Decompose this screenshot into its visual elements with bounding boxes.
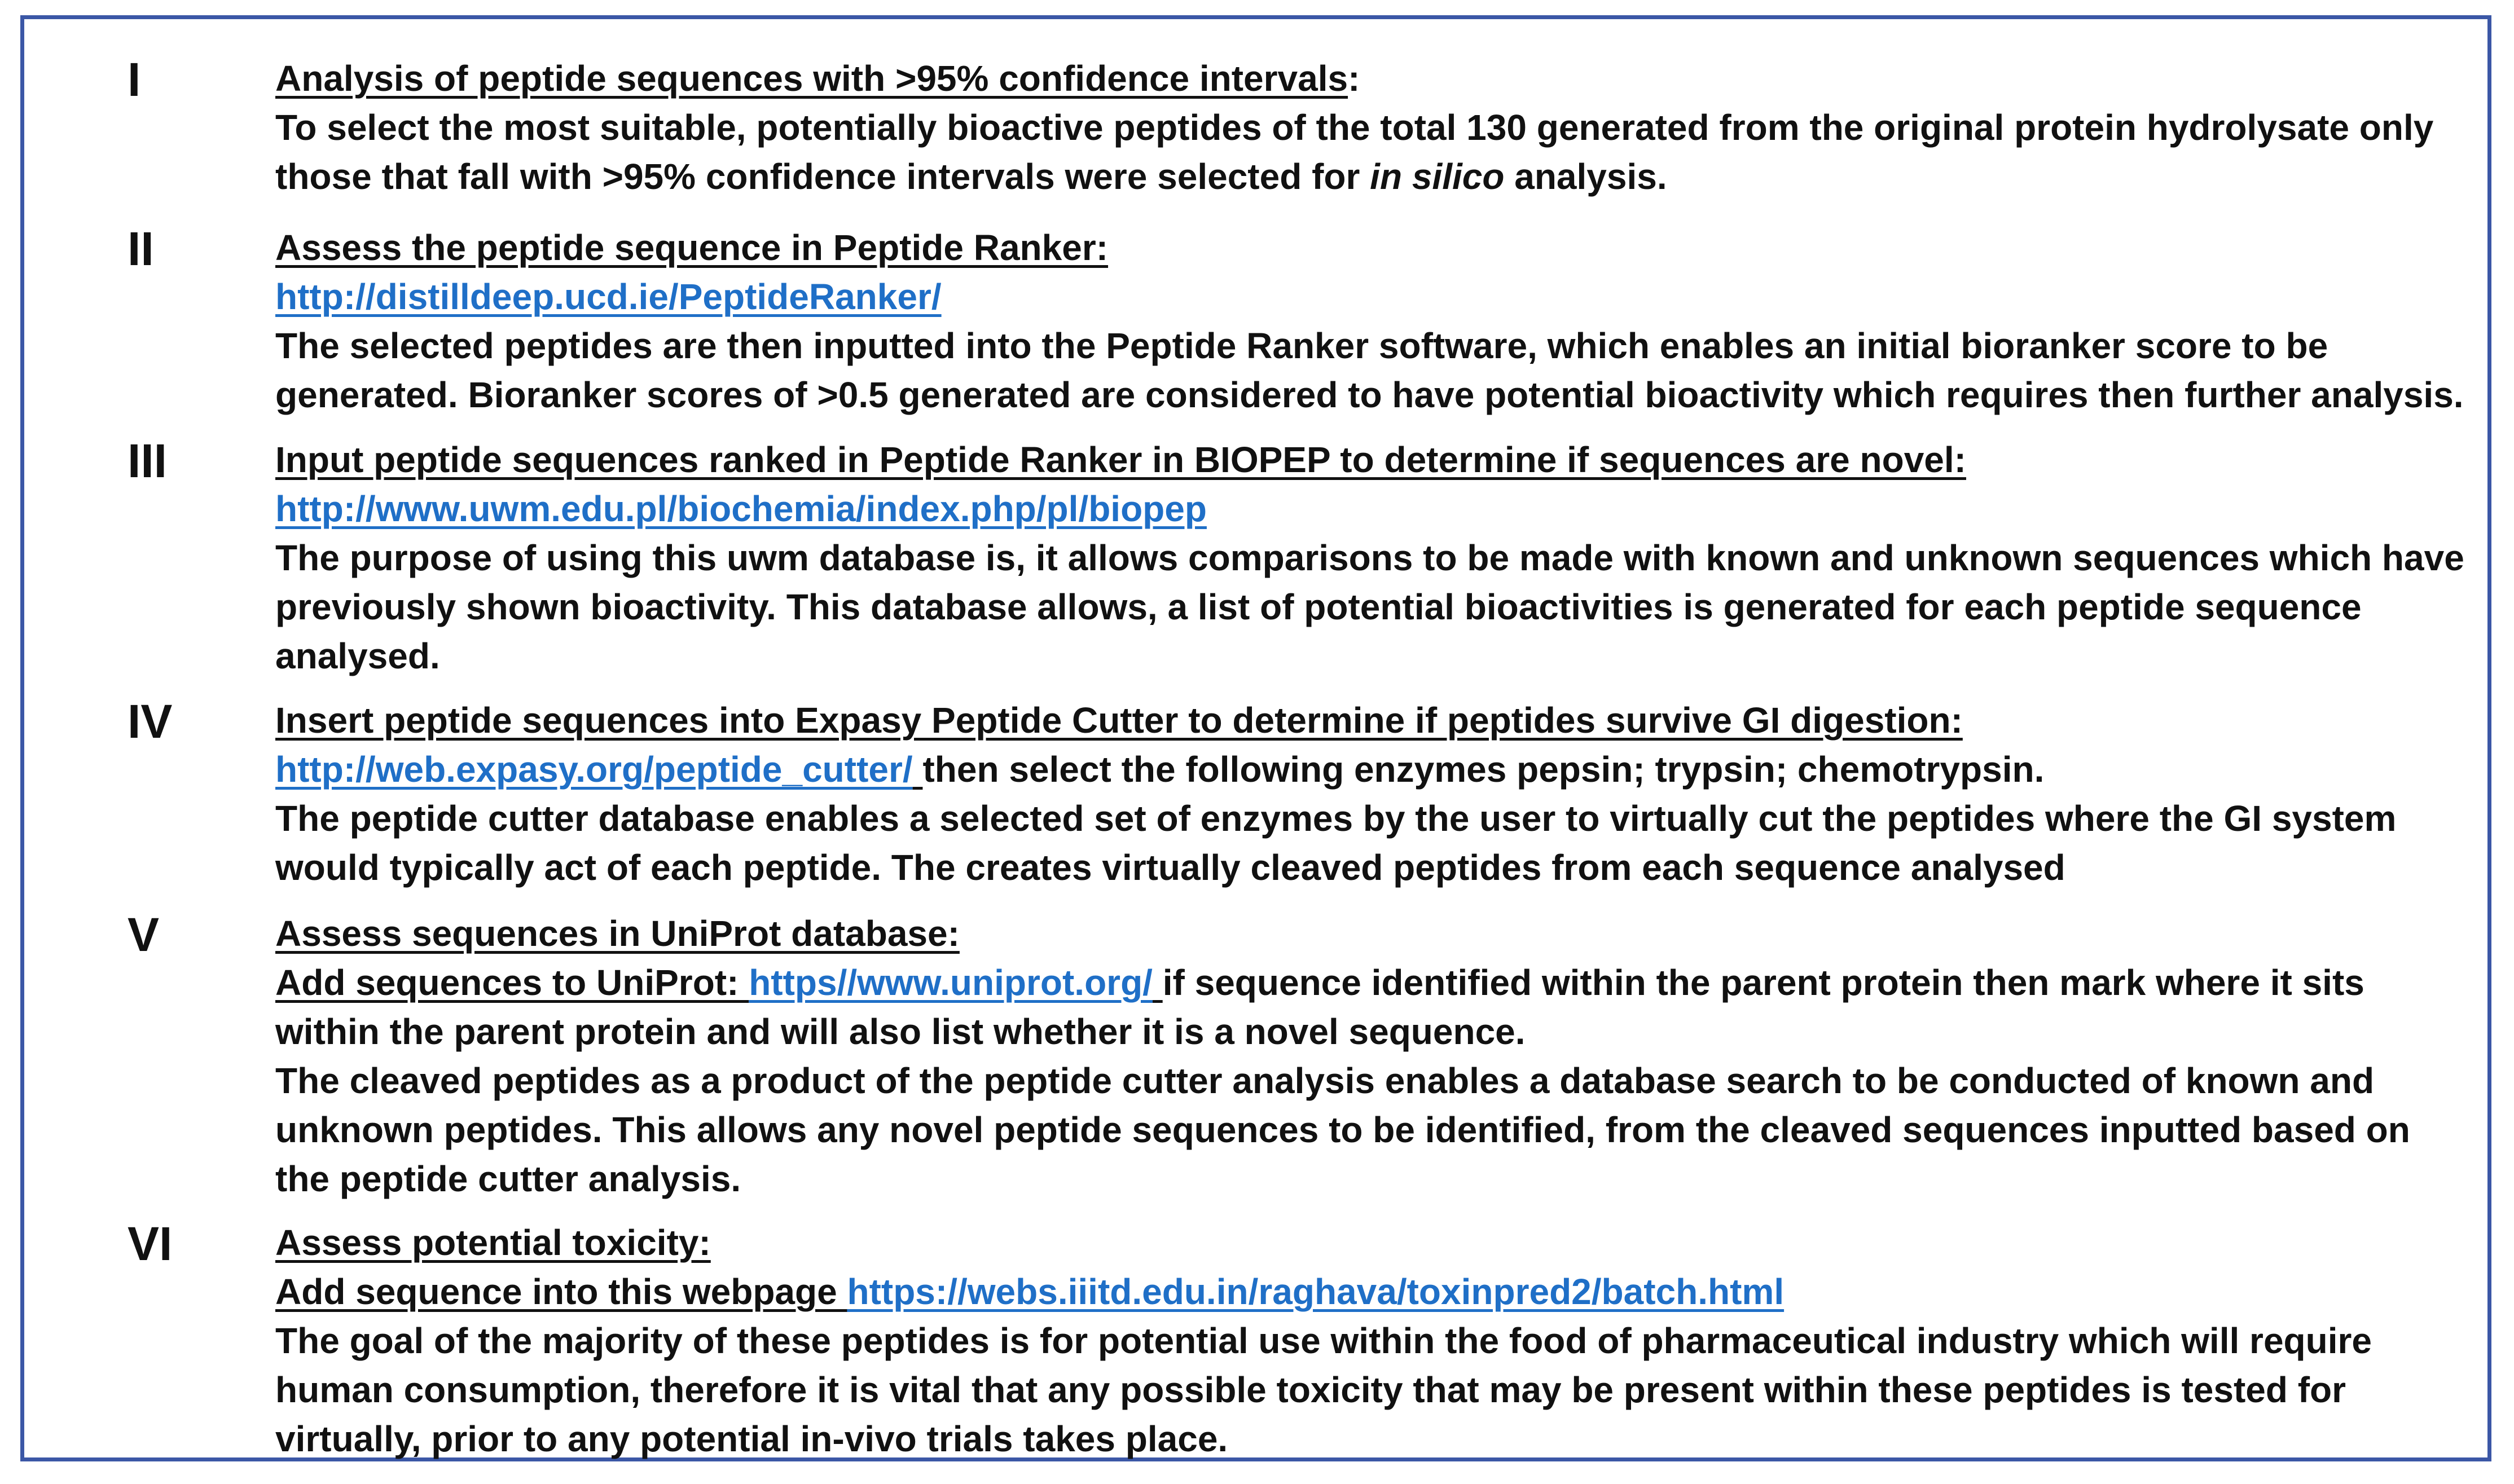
step-link-line [275, 272, 2437, 322]
body-text: analysis. [1504, 156, 1667, 197]
step-heading: Input peptide sequences ranked in Peptide Ranker in BIOPEP to determine if sequences are novel: [275, 439, 1966, 480]
step-heading: Analysis of peptide sequences with >95% confidence intervals [275, 58, 1348, 99]
step-body-line: within the parent protein and will also list whether it is a novel sequence. [275, 1011, 1526, 1052]
step-numeral: I [128, 53, 141, 106]
step-content [275, 1218, 2437, 1464]
step-numeral: V [128, 908, 160, 961]
link-prefix-text: Add sequence into this webpage [275, 1271, 847, 1312]
peptide-ranker-link[interactable]: http://distilldeep.ucd.ie/PeptideRanker/ [275, 276, 942, 317]
step-body-line: would typically act of each peptide. The creates virtually cleaved peptides from each sequence analysed [275, 847, 2065, 888]
link-suffix-text: if sequence identified within the parent protein then mark where it sits [1162, 962, 2364, 1003]
step-body-line: The purpose of using this uwm database is, it allows comparisons to be made with known and unknown sequences which have [275, 538, 2464, 578]
step-content [275, 696, 2437, 892]
step-body-line: To select the most suitable, potentially bioactive peptides of the total 130 generated from the original protein hydrolysate only [275, 107, 2434, 148]
step-content [275, 909, 2437, 1204]
workflow-frame [20, 15, 2491, 1461]
step-heading: Insert peptide sequences into Expasy Peptide Cutter to determine if peptides survive GI digestion: [275, 700, 1963, 741]
step-heading-line [275, 435, 2437, 485]
step-heading-line [275, 223, 2437, 272]
step-link-line [275, 958, 2437, 1007]
step-body-line: previously shown bioactivity. This database allows, a list of potential bioactivities is generated for each peptide sequence [275, 587, 2362, 627]
step-heading: Assess the peptide sequence in Peptide Ranker: [275, 227, 1109, 268]
step-body-line: analysed. [275, 636, 440, 676]
step-numeral: II [128, 222, 154, 275]
uniprot-link[interactable]: https//www.uniprot.org/ [749, 962, 1153, 1003]
step-body-line: The cleaved peptides as a product of the peptide cutter analysis enables a database search to be conducted of known and [275, 1060, 2375, 1101]
biopep-link[interactable]: http://www.uwm.edu.pl/biochemia/index.php/pl/biopep [275, 488, 1207, 529]
link-prefix-text: Add sequences to UniProt: [275, 962, 749, 1003]
step-body-line [275, 152, 2437, 201]
step-body-line: The goal of the majority of these peptides is for potential use within the food of pharmaceutical industry which will require [275, 1320, 2372, 1361]
step-heading-line [275, 1218, 2437, 1267]
step-link-line [275, 485, 2437, 534]
step-heading: Assess potential toxicity: [275, 1222, 711, 1263]
step-body-line: The selected peptides are then inputted into the Peptide Ranker software, which enables an initial bioranker score to be [275, 325, 2328, 366]
toxinpred-link[interactable]: https://webs.iiitd.edu.in/raghava/toxinpred2/batch.html [847, 1271, 1785, 1312]
step-body-line: virtually, prior to any potential in-vivo trials takes place. [275, 1419, 1228, 1459]
step-link-line [275, 1267, 2437, 1316]
step-heading-line [275, 696, 2437, 745]
step-numeral: III [128, 434, 168, 487]
step-heading: Assess sequences in UniProt database: [275, 913, 960, 954]
step-heading-line [275, 54, 2437, 103]
body-italic-text: in silico [1370, 156, 1505, 197]
step-content [275, 223, 2464, 420]
step-numeral: IV [128, 695, 173, 748]
body-text: those that fall with >95% confidence intervals were selected for [275, 156, 1370, 197]
step-body-line: generated. Bioranker scores of >0.5 generated are considered to have potential bioactivity which requires then further analysis. [275, 375, 2464, 415]
heading-colon: : [1348, 58, 1360, 99]
step-heading-line [275, 909, 2437, 958]
step-body-line: unknown peptides. This allows any novel peptide sequences to be identified, from the cleaved sequences inputted based on [275, 1109, 2410, 1150]
step-content [275, 435, 2464, 681]
step-body-line: The peptide cutter database enables a selected set of enzymes by the user to virtually cut the peptides where the GI system [275, 798, 2397, 839]
step-body-line: the peptide cutter analysis. [275, 1159, 741, 1199]
link-gap [913, 749, 923, 790]
step-content [275, 54, 2437, 201]
link-suffix-text: then select the following enzymes pepsin; trypsin; chemotrypsin. [922, 749, 2045, 790]
link-gap [1153, 962, 1163, 1003]
peptide-cutter-link[interactable]: http://web.expasy.org/peptide_cutter/ [275, 749, 913, 790]
step-link-line [275, 745, 2437, 794]
step-numeral: VI [128, 1217, 173, 1270]
step-body-line: human consumption, therefore it is vital that any possible toxicity that may be present within these peptides is tested for [275, 1369, 2346, 1410]
